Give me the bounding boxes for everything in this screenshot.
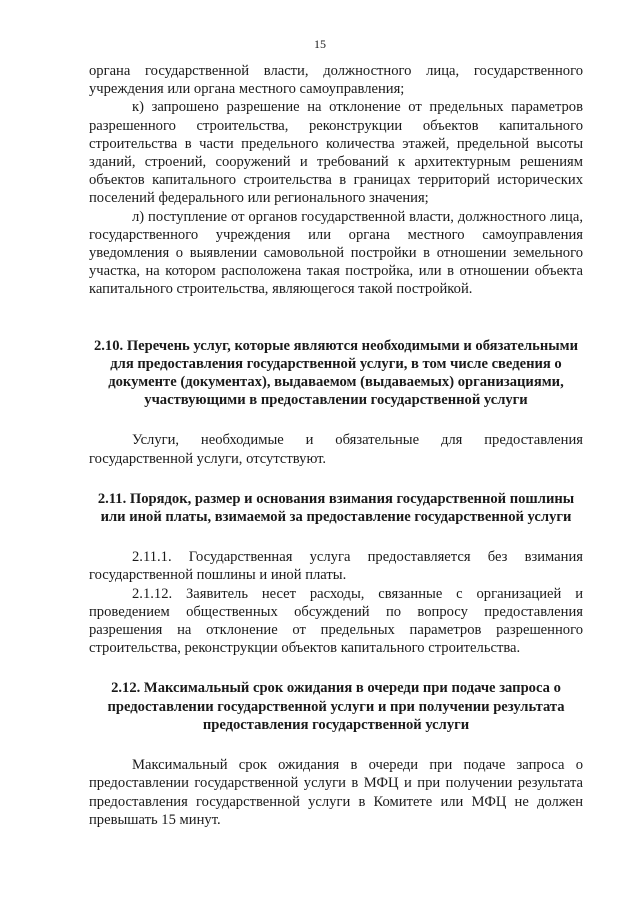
section-2-12-body: Максимальный срок ожидания в очереди при подаче запроса о предоставлении государственной услуги в МФЦ и при получении результата предоставления государственной услуги в Комитете или МФЦ не должен превышать 15 минут. bbox=[89, 757, 583, 828]
section-2-10-body: Услуги, необходимые и обязательные для предоставления государственной услуги, отсутствуют. bbox=[89, 432, 583, 467]
page-number: 15 bbox=[314, 37, 326, 51]
paragraph-item-l: л) поступление от органов государственной власти, должностного лица, государственного учреждения или органа местного самоуправления уведомления о выявлении самовольной постройки в отношении земельного участка, на котором расположена такая постройка, или в отношении объекта капитального строительства, являющегося такой постройкой. bbox=[89, 208, 583, 298]
section-2-11-heading: 2.11. Порядок, размер и основания взимания государственной пошлины или иной платы, взимаемой за предоставление государственной услуги bbox=[97, 490, 575, 526]
paragraph-item-k: к) запрошено разрешение на отклонение от предельных параметров разрешенного строительства, реконструкции объектов капитального строительства в части предельного количества этажей, предельной высоты зданий, строений, сооружений и требований к архитектурным решениям объектов капитального строительства в границах территорий исторических поселений федерального или регионального значения; bbox=[89, 99, 583, 207]
section-2-12-heading: 2.12. Максимальный срок ожидания в очереди при подаче запроса о предоставлении государственной услуги и при получении результата предоставления государственной услуги bbox=[107, 680, 565, 733]
paragraph-continuation: органа государственной власти, должностного лица, государственного учреждения или органа местного самоуправления; bbox=[89, 63, 583, 98]
document-body bbox=[89, 62, 583, 829]
section-2-11-body-1: 2.11.1. Государственная услуга предоставляется без взимания государственной пошлины и иной платы. bbox=[89, 549, 583, 584]
section-2-11-body-2: 2.1.12. Заявитель несет расходы, связанные с организацией и проведением общественных обсуждений по вопросу предоставления разрешения на отклонение от предельных параметров разрешенного строительства, реконструкции объектов капитального строительства. bbox=[89, 585, 583, 657]
section-2-10-heading: 2.10. Перечень услуг, которые являются необходимыми и обязательными для предоставления государственной услуги, в том числе сведения о документе (документах), выдаваемом (выдаваемых) организациями, участвующими в предоставлении государственной услуги bbox=[93, 337, 579, 409]
